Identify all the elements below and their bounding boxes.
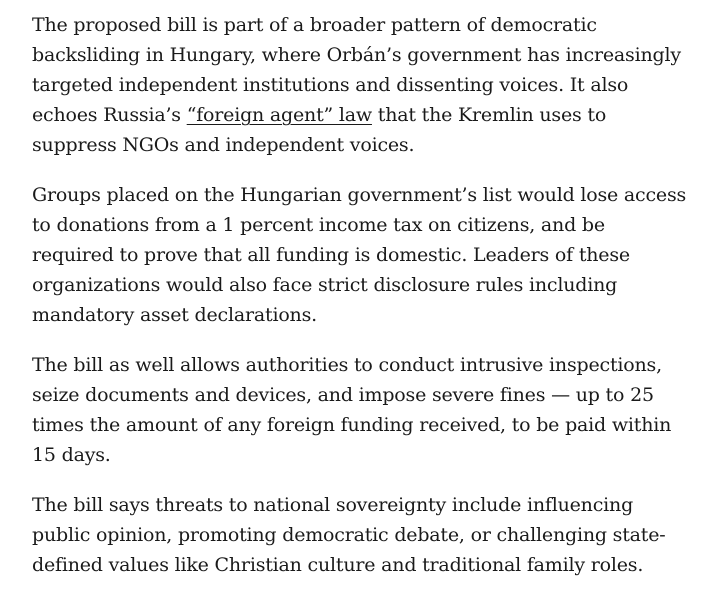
article-body: [32, 10, 692, 600]
paragraph-1-text-after: that the Kremlin uses to suppress NGOs and independent voices.: [32, 104, 607, 156]
paragraph-1: [32, 10, 692, 160]
paragraph-4: The bill says threats to national sovereignty include influencing public opinion, promoting democratic debate, or challenging state-defined values like Christian culture and traditional family roles.: [32, 494, 666, 576]
paragraph-2: Groups placed on the Hungarian government’s list would lose access to donations from a 1 percent income tax on citizens, and be required to prove that all funding is domestic. Leaders of these organizations would also face strict disclosure rules including mandatory asset declarations.: [32, 184, 687, 326]
foreign-agent-law-link[interactable]: “foreign agent” law: [186, 104, 372, 126]
paragraph-3: The bill as well allows authorities to conduct intrusive inspections, seize documents and devices, and impose severe fines — up to 25 times the amount of any foreign funding received, to be paid within 15 days.: [32, 354, 672, 466]
paragraph-1-text-before: The proposed bill is part of a broader pattern of democratic backsliding in Hungary, where Orbán’s government has increasingly targeted independent institutions and dissenting voices. It also echoes Russia’s: [32, 14, 681, 126]
